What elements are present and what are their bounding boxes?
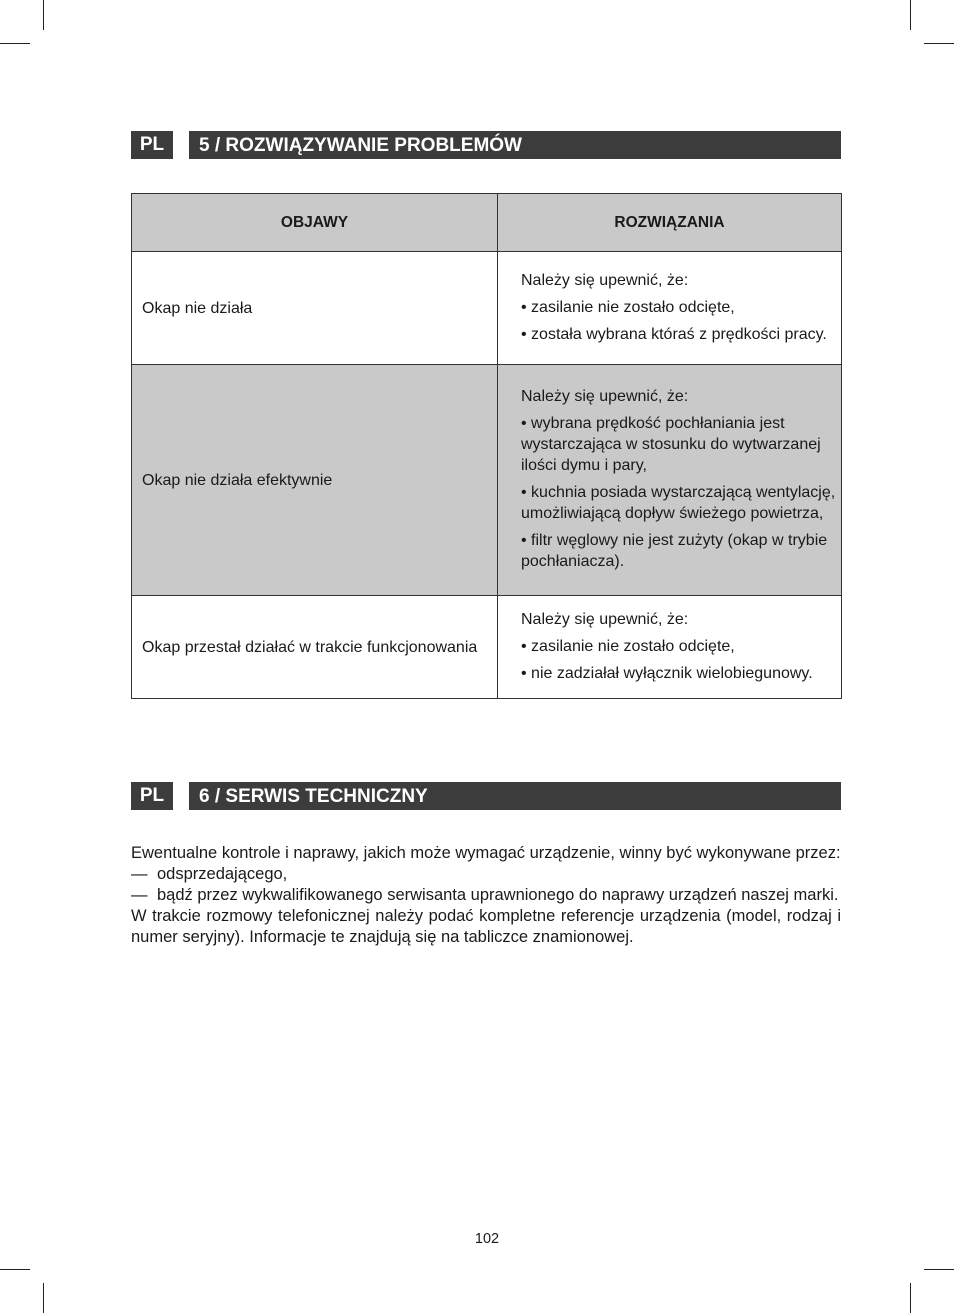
solution-cell <box>498 365 842 596</box>
service-text <box>131 843 841 948</box>
table-row <box>132 252 842 365</box>
service-item-text: odsprzedającego, <box>157 865 288 883</box>
symptom-cell: Okap nie działa efektywnie <box>132 365 498 596</box>
crop-mark <box>910 0 911 30</box>
solution-intro: Należy się upewnić, że: <box>521 271 689 289</box>
service-item-text: bądź przez wykwalifikowanego serwisanta uprawnionego do naprawy urządzeń naszej marki. <box>157 886 839 904</box>
solution-cell <box>498 252 842 365</box>
service-intro: Ewentualne kontrole i naprawy, jakich może wymagać urządzenie, winny być wykonywane przez: <box>131 844 841 862</box>
crop-mark <box>924 1269 954 1270</box>
dash-bullet: — <box>131 886 148 904</box>
table-row <box>132 596 842 699</box>
section-header-technical-service <box>131 782 841 810</box>
language-tag: PL <box>131 782 173 810</box>
service-list-item <box>131 885 841 906</box>
solution-item: • zasilanie nie zostało odcięte, <box>521 637 735 655</box>
solution-intro: Należy się upewnić, że: <box>521 610 689 628</box>
crop-mark <box>0 43 30 44</box>
section-title: 5 / ROZWIĄZYWANIE PROBLEMÓW <box>189 131 841 159</box>
solution-item: • zasilanie nie zostało odcięte, <box>521 298 735 316</box>
service-note: W trakcie rozmowy telefonicznej należy podać kompletne referencje urządzenia (model, rodzaj i numer seryjny). Informacje te znajdują się na tabliczce znamionowej. <box>131 907 841 946</box>
crop-mark <box>43 0 44 30</box>
solution-item: • filtr węglowy nie jest zużyty (okap w trybie pochłaniacza). <box>521 532 828 570</box>
section-title: 6 / SERWIS TECHNICZNY <box>189 782 841 810</box>
dash-bullet: — <box>131 865 148 883</box>
table-row <box>132 365 842 596</box>
table-header-row <box>132 194 842 252</box>
column-header-symptoms: OBJAWY <box>132 194 498 252</box>
symptom-cell: Okap nie działa <box>132 252 498 365</box>
crop-mark <box>0 1269 30 1270</box>
service-list-item <box>131 864 841 885</box>
column-header-solutions: ROZWIĄZANIA <box>498 194 842 252</box>
solution-item: • nie zadziałał wyłącznik wielobiegunowy. <box>521 664 813 682</box>
crop-mark <box>910 1283 911 1313</box>
solution-intro: Należy się upewnić, że: <box>521 388 689 405</box>
crop-mark <box>924 43 954 44</box>
symptom-cell: Okap przestał działać w trakcie funkcjonowania <box>132 596 498 699</box>
solution-item: • kuchnia posiada wystarczającą wentylację, umożliwiającą dopływ świeżego powietrza, <box>521 484 836 522</box>
page-number: 102 <box>474 1231 500 1247</box>
troubleshooting-table <box>131 193 842 699</box>
crop-mark <box>43 1283 44 1313</box>
solution-item: • wybrana prędkość pochłaniania jest wystarczająca w stosunku do wytwarzanej ilości dymu i pary, <box>521 415 821 474</box>
solution-cell <box>498 596 842 699</box>
solution-item: • została wybrana któraś z prędkości pracy. <box>521 325 827 343</box>
section-header-troubleshooting <box>131 131 841 159</box>
language-tag: PL <box>131 131 173 159</box>
